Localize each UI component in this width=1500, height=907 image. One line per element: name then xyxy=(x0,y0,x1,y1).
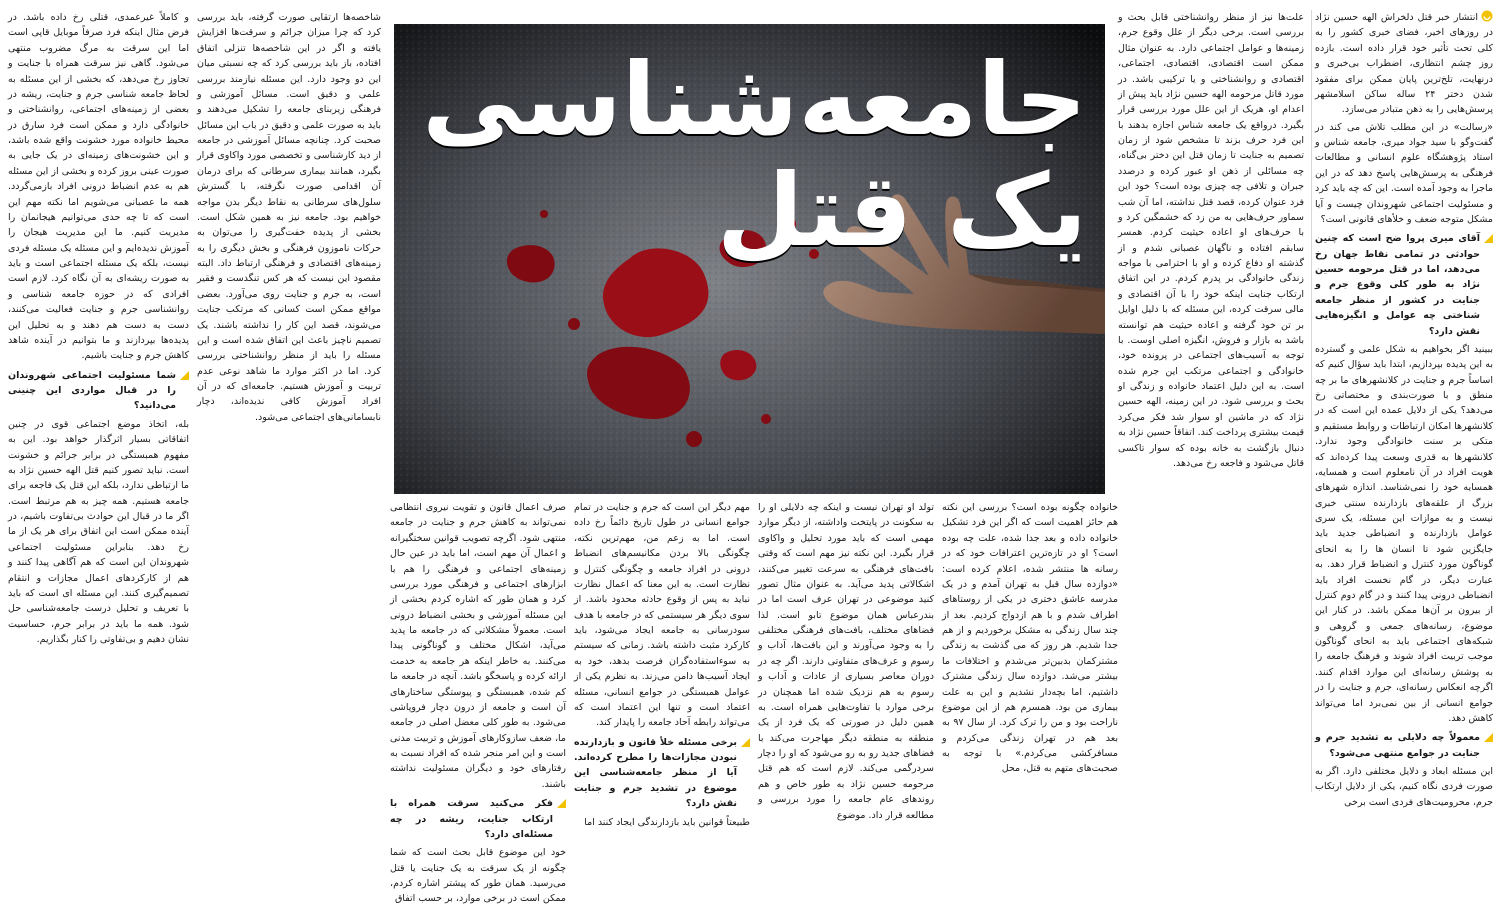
question-marker-icon xyxy=(741,738,750,747)
column-divider xyxy=(1311,10,1312,792)
column-2 xyxy=(1118,10,1304,792)
headline xyxy=(422,41,1087,269)
answer-paragraph: ببینید اگر بخواهیم به شکل علمی و گسترده به این پدیده بپردازیم، ابتدا باید سؤال کنیم که اساساً جرم و جنایت در کلانشهرهای ما بر چه منطق و با صورت‌بندی و مختصاتی رخ می‌دهد؟ یکی از دلایل عمده این است که در کلانشهرها امکان ارتباطات و روابط مستقیم و متکی بر سنت خانوادگی وجود ندارد. کلانشهرها به قدری وسعت پیدا کرده‌اند که هویت افراد در آن نامعلوم است و همسایه، همسایه خود را نمی‌شناسد. اندازه شهرهای بزرگ از علقه‌های بازدارنده سنتی خبری نیست و به موازات این مسئله، یک سری عوامل بازدارنده و انضباطی جدید باید جایگزین شود تا انسان ها را به انحای گوناگون مورد کنترل و انضباط قرار دهد. به عبارت دیگر، در گام نخست افراد باید انضباطی درونی پیدا کنند و در گام دوم کنترل از بیرون بر آن‌ها ممکن باشد. در کنار این موضوع، رسانه‌های جمعی و گروهی و شبکه‌های اجتماعی باید به انحای گوناگون موجب تربیت افراد شوند و فرهنگ جامعه را به پوشش رسانه‌ای این موارد اقدام کنند. اگرچه انعکاس رسانه‌ای، جرم و جنایت را در جوامع انسانی از بین نمی‌برد اما می‌تواند کاهش دهد. xyxy=(1315,343,1493,724)
headline-line-2: یک قتل xyxy=(716,152,1087,269)
column-4 xyxy=(574,500,750,828)
intro-text: انتشار خبر قتل دلخراش الهه حسین نژاد در روزهای اخیر، فضای خبری کشور را به کلی تحت تأثیر خود قرار داده است. بازده روز چشم انتظاری، اضطراب بی‌خبری و درنهایت، تلخ‌ترین پایان ممکن برای مفقود شدن دختر ۲۴ ساله ساکن اسلامشهر پرسش‌هایی را به ذهن متبادر می‌سازد. xyxy=(1315,12,1493,116)
body-paragraph: صرف اعمال قانون و تقویت نیروی انتظامی نمی‌تواند به کاهش جرم و جنایت در جامعه منتهی شود. اگرچه تصویب قوانین سختگیرانه و اعمال آن مهم است، اما باید در عین حال زمینه‌های اجتماعی و فرهنگی را هم با ابزارهای اجتماعی و فرهنگی مورد بررسی کرد و همان طور که اشاره کردم بخشی از این مسئله آموزشی و بخشی انضباط درونی است. معمولاً مشکلاتی که در جامعه ما پدید می‌آید، اشکال مختلف و گوناگونی پیدا می‌کنند. به خاطر اینکه هر جامعه به خدمت ارائه کرده و پاسخگو باشد. آنچه در جامعه ما کم شده، همبستگی و پیوستگی ساختارهای آن است و جامعه از درون دچار فروپاشی می‌شود. به طور کلی معضل اصلی در جامعه ما، ضعف سازوکارهای آموزش و تربیت مدنی است و این امر منجر شده که افراد نسبت به رفتارهای خود و دیگران مسئولیت نداشته باشند. xyxy=(390,502,566,790)
body-paragraph: مهم دیگر این است که جرم و جنایت در تمام جوامع انسانی در طول تاریخ دائماً رخ داده است. اما به زعم من، مهم‌ترین نکته، چگونگی بالا بردن مکانیسم‌های انضباط درونی در افراد جامعه و چگونگی کنترل و نظارت است. به این معنا که اعمال نظارت نباید به پس از وقوع حادثه محدود باشد. از سوی دیگر هر سیستمی که در جامعه با هدف سودرسانی به جامعه ایجاد می‌شود، باید کارکرد مثبت داشته باشد. زمانی که سیستم به سوءاستفاده‌گران فرصت بدهد، خود به ایجاد آسیب‌ها دامن می‌زند. به نظرم یکی از عوامل همبستگی در جوامع انسانی، مسئله اعتماد است و تنها این اعتماد است که می‌تواند رابطه آحاد جامعه را پایدار کند. xyxy=(574,502,750,729)
answer-paragraph: این مسئله ابعاد و دلایل مختلفی دارد. اگر به صورت فردی نگاه کنیم، یکی از دلایل ارتکاب جرم، محرومیت‌های فردی است برخی xyxy=(1315,766,1493,808)
question-block xyxy=(1315,231,1493,339)
column-5 xyxy=(390,500,566,905)
column-3b xyxy=(758,500,934,821)
question-text: آقای میری پروا ضح است که چنین حوادثی در تمامی نقاط جهان رخ می‌دهد، اما در قتل مرحومه حسین نژاد به طور کلی وقوع جرم و جنایت در کشور از منظر جامعه شناختی چه عوامل و انگیزه‌هایی نقش دارد؟ xyxy=(1315,233,1480,337)
question-marker-icon xyxy=(557,799,566,808)
question-marker-icon xyxy=(1484,234,1493,243)
question-block xyxy=(1315,730,1493,761)
headline-line-1: جامعه‌شناسی xyxy=(422,41,1087,158)
question-text: برخی مسئله خلأ قانون و بازدارنده نبودن مجازات‌ها را مطرح کرده‌اند. آیا از منظر جامعه‌شناسی این موضوع در تشدید جرم و جنایت نقش دارد؟ xyxy=(574,736,737,810)
column-3a xyxy=(942,500,1118,792)
answer-paragraph: بله، اتخاذ موضع اجتماعی قوی در چنین اتفاقاتی بسیار اثرگذار خواهد بود. این به مفهوم همبستگی در برابر جرائم و خشونت است. نباید تصور کنیم قتل الهه حسین نژاد به ما ارتباطی ندارد، بلکه این قتل یک فاجعه برای جامعه هستیم. همه چیز به هم مرتبط است. اگر ما در قبال این حوادث بی‌تفاوت باشیم، در آینده ممکن است این اتفاق برای هر یک از ما رخ دهد. بنابراین مسئولیت اجتماعی شهروندان این است که هم آگاهی پیدا کنند و هم از کارکردهای اعمال مجازات و انتقام تصمیم‌گیری کنند. این مسئله ای است که باید با تعریف و تحلیل درست جامعه‌شناسی حل شود. همه ما باید در برابر جرم، حساسیت نشان دهیم و بی‌تفاوتی را کنار بگذاریم. xyxy=(8,418,189,645)
body-paragraph: خانواده چگونه بوده است؟ بررسی این نکته هم حائز اهمیت است که اگر این فرد تشکیل خانواده داده و بعد جدا شده، علت چه بوده است؟ او در تازه‌ترین اعترافات خود که در رسانه ها منتشر شده، اعلام کرده است: «دوازده سال قبل به تهران آمدم و در یک مدرسه عاشق دختری در یکی از روستاهای اطراف شدم و با هم ازدواج کردیم. بعد از چند سال زندگی به مشکل برخوردیم و از هم جدا شدیم. هر روز که می گذشت به زندگی مشترکمان بدبین‌تر می‌شدم و اختلافات ما بیشتر می‌شد. دوازده سال زندگی مشترک داشتیم، اما بچه‌دار نشدیم و این به علت بیماری من بود. همسرم هم از این موضوع ناراحت بود و من را ترک کرد. از سال ۹۷ به بعد هم در تهران زندگی می‌کردم و مسافرکشی می‌کردم.» با توجه به صحبت‌های متهم به قتل، محل xyxy=(942,502,1119,775)
question-text: فکر می‌کنید سرقت همراه با ارتکاب جنایت، ریشه در چه مسئله‌ای دارد؟ xyxy=(390,798,553,840)
body-paragraph: و کاملاً غیرعمدی، قتلی رخ داده باشد. در فرض مثال اینکه فرد صرفاً موبایل قاپی است اما این سرقت به مرگ مضروب منتهی می‌شود. گاهی نیز سرقت همراه با جنایت و تجاوز رخ می‌دهد، که بخشی از این مسئله به لحاظ جامعه شناسی جرم و جنایت، ریشه در بعضی از زمینه‌های اجتماعی، روانشناختی و خانوادگی دارد و ممکن است فرد سارق در محیط خانواده مورد خشونت واقع شده باشد، و این خشونت‌های زمینه‌ای در یک جایی به صورت عینی بروز کرده و بخشی از این مسئله هم به عدم انضباط درونی افراد بازمی‌گردد. همه ما عصبانی می‌شویم اما نکته مهم این است که تا چه حدی می‌توانیم هیجانمان را مدیریت کنیم. ما این مدیریت هیجان را آموزش ندیده‌ایم و این مسئله یک مسئله فردی نیست، بلکه یک مسئله اجتماعی است و باید به صورت ریشه‌ای به آن نگاه کرد. لازم است افرادی که در حوزه جامعه شناسی و روانشناسی جرم و جنایت فعالیت می‌کنند، دست به دست هم دهند و به تحلیل این پدیده‌ها بپردازند و ما بتوانیم در آینده شاهد کاهش جرم و جنایت باشیم. xyxy=(8,12,189,362)
hero-image xyxy=(394,24,1105,494)
body-paragraph: «رسالت» در این مطلب تلاش می کند در گفت‌وگو با سید جواد میری، جامعه شناس و استاد پژوهشگاه علوم انسانی و مطالعات فرهنگی به پرسش‌هایی پاسخ دهد که در این ماجرا به وجود آمده است. این که چه باید کرد و مسئولیت اجتماعی شهروندان چیست و آیا مشکل متوجه ضعف و خلأهای قانونی است؟ xyxy=(1315,121,1493,225)
column-1 xyxy=(1315,10,1493,808)
column-6 xyxy=(197,10,381,792)
question-marker-icon xyxy=(180,371,189,380)
question-block xyxy=(574,735,750,812)
question-block xyxy=(8,368,189,414)
newspaper-logo-icon xyxy=(1481,10,1493,22)
intro-paragraph xyxy=(1315,10,1493,118)
answer-paragraph: طبیعتاً قوانین باید بازدارندگی ایجاد کنند اما xyxy=(584,816,750,828)
body-paragraph: علت‌ها نیز از منظر روانشناختی قابل بحث و بررسی است. برخی دیگر از علل وقوع جرم، زمینه‌ها و عوامل اجتماعی دارد. به عنوان مثال ممکن است اقتصادی، اقتصادی، اجتماعی، اقتصادی و روانشناختی و یا ترکیبی باشد. در مورد قاتل مرحومه الهه حسین نژاد باید پیش از اعدام او، هریک از این علل مورد بررسی قرار بگیرد. درواقع یک جامعه شناس اجازه بدهند با این فرد حرف بزند تا مشخص شود از زمان تصمیم به جنایت تا زمان قتل این دختر بی‌گناه، چه مسائلی از ذهن او عبور کرده و درصدد جبران و تلافی چه چیزی بوده است؟ خود این فرد عنوان کرده، قصد قتل نداشته، اما آن شب سماور حرف‌هایی به من زد که خشمگین کرد و با حرف‌های او اعاده حیثیت کردم. همسر سابقم افتاده و ناگهان عصبانی شدم و از گذشته او دفاع کرده و او با احترامی با مواجه زندگی خانوادگی بر پدرم کردم. در این اتفاق ارتکاب جنایت اینکه خود را با آن اقتصادی و مالی سرقت کرده، این مسئله که با دلیل اوایل بر تن خود گرفته و اعاده حیثیت هم توانسته باشد به بازار و فروش، انگیزه اصلی اوست. با توجه به آسیب‌های اجتماعی در پرونده خود، خانوادگی و اجتماعی مرتکب این جرم شده است. به این دلیل اعتماد خانواده و زندگی او بحث و بررسی شود. در این زمینه، الهه حسین نژاد که در ماشین او سوار شد فکر می‌کرد قیمت بیشتری پرداخت کند. اتفاقاً حسین نژاد به دنبال بازگشت به خانه بوده که سوار تاکسی قاتل می‌شود و فاجعه رخ می‌دهد. xyxy=(1118,12,1304,469)
body-paragraph: شاخصه‌ها ارتقایی صورت گرفته، باید بررسی کرد که چرا میزان جرائم و سرقت‌ها افزایش یافته و اگر در این شاخصه‌ها تنزلی اتفاق افتاده، باز باید بررسی کرد که چه نسبتی میان این دو وجود دارد. این مسئله نیازمند بررسی علمی و دقیق است. مسائل آموزشی و فرهنگی زیربنای جامعه را تشکیل می‌دهند و باید به صورت علمی و دقیق در باب این مسائل صحبت کرد. چنانچه مسائل آموزشی در جامعه از دید کارشناسی و تخصصی مورد واکاوی قرار بگیرد، همانند بیماری سرطانی که برای درمان آن اقدامی صورت نگرفته، با گسترش سلول‌های سرطانی به نقاط دیگر بدن مواجه خواهیم بود. جامعه نیز به همین شکل است. بخشی از پدیده خفت‌گیری را می‌توان به حرکات ناموزون فرهنگی و بخش دیگری را به زمینه‌های اقتصادی و فرهنگی ارتباط داد. البته مقصود این نیست که هر کس تنگدست و فقیر است، به جرم و جنایت روی می‌آورد. بعضی مواقع ممکن است کسانی که مرتکب جنایت می‌شوند، قصد این کار را نداشته باشند. یک تصمیم ناچیز باعث این اتفاق شده است و این مسئله را باید از منظر روانشناختی بررسی کرد. اما در اکثر موارد ما شاهد نوعی عدم تربیت و آموزش هستیم. جامعه‌ای که در آن افراد آموزش کافی ندیده‌اند، دچار نابسامانی‌های اجتماعی می‌شود. xyxy=(197,12,381,423)
question-marker-icon xyxy=(1484,733,1493,742)
body-paragraph: تولد او تهران نیست و اینکه چه دلایلی او را به سکونت در پایتخت واداشته، از دیگر موارد مهمی است که باید مورد تحلیل و واکاوی قرار بگیرد. این نکته نیز مهم است که وقتی بافت‌های فرهنگی به سرعت تغییر می‌کنند، اشکالاتی پدید می‌آید. به عنوان مثال تصور کنید موضوعی در تهران عرف است اما در بندرعباس همان موضوع تابو است. لذا فضاهای مختلف، بافت‌های فرهنگی مختلفی را به وجود می‌آورند و این بافت‌ها، آداب و رسوم و عرف‌های متفاوتی دارند. اگر چه در دوران معاصر بسیاری از عادات و آداب و رسوم به هم نزدیک شده اما همچنان در برخی موارد با تفاوت‌هایی همراه است. به همین دلیل در صورتی که یک فرد از یک منطقه به منطقه دیگر مهاجرت می‌کند با فضاهای جدید رو به رو می‌شود که او را دچار سردرگمی می‌کند. لازم است که هم قتل مرحومه حسین نژاد به طور خاص و هم روندهای عام جامعه را مورد بررسی و مطالعه قرار داد. موضوع xyxy=(758,502,934,821)
question-text: معمولاً چه دلایلی به تشدید جرم و جنایت در جوامع منتهی می‌شود؟ xyxy=(1315,732,1480,759)
question-text: شما مسئولیت اجتماعی شهروندان را در قبال مواردی این چنینی می‌دانید؟ xyxy=(8,369,176,412)
column-7 xyxy=(8,10,189,792)
question-block xyxy=(390,796,566,842)
answer-paragraph: خود این موضوع قابل بحث است که شما چگونه از یک سرقت به یک جنایت یا قتل می‌رسید. همان طور که پیشتر اشاره کردم، ممکن است در برخی موارد، بر حسب اتفاق xyxy=(390,847,566,905)
